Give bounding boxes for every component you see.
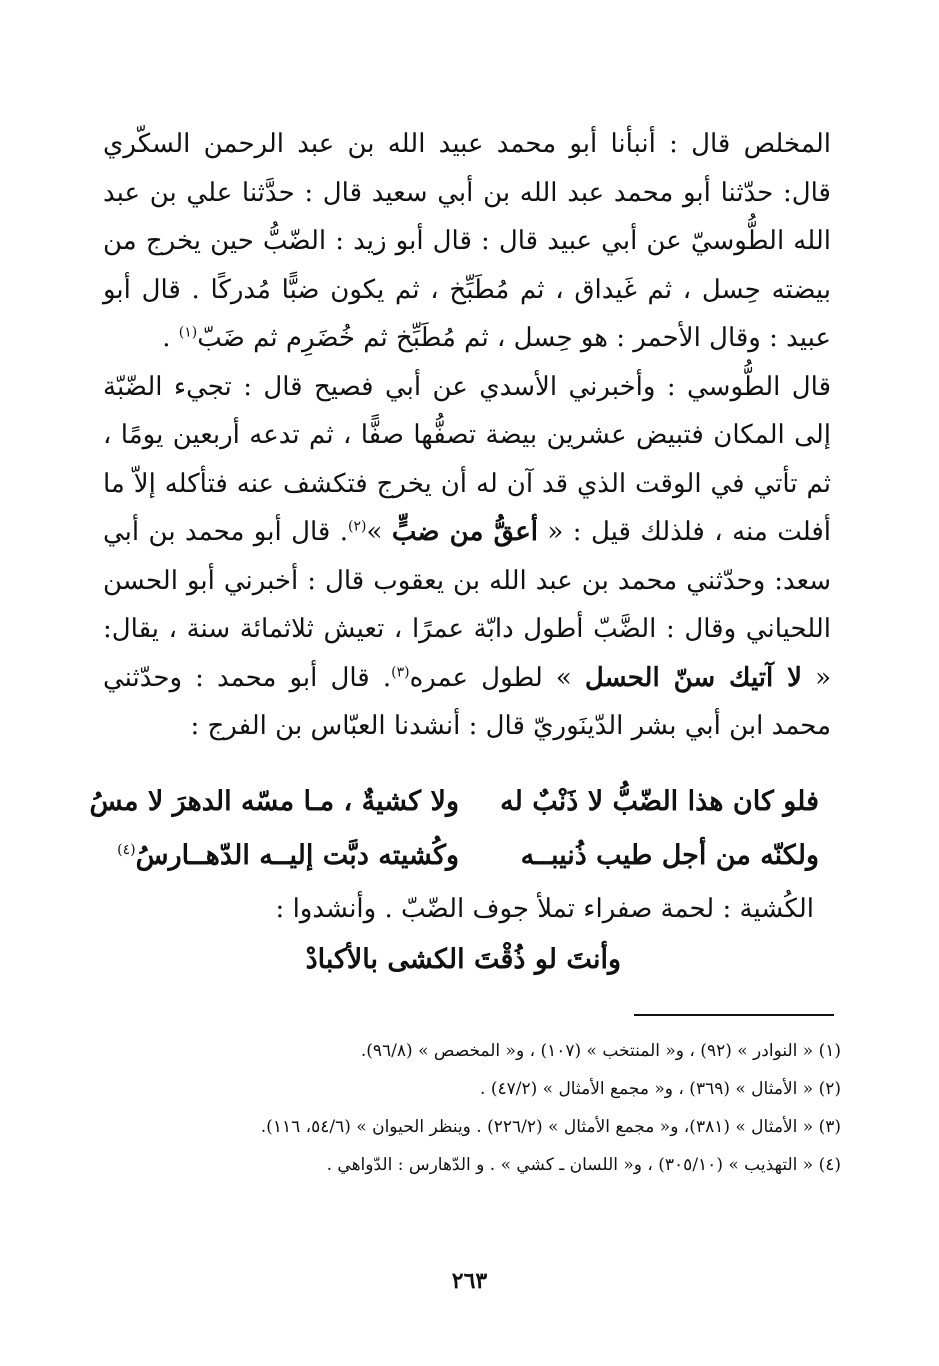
verse-line: [117, 840, 819, 871]
verse-text: وكُشيته دبَّت إليــه الدّهــارسُ: [135, 840, 459, 871]
footnote-ref: (٢): [348, 518, 367, 535]
explanation-line: الكُشية : لحمة صفراء تملأ جوف الضّبّ . وأنشدوا :: [275, 894, 814, 924]
footnote-ref: (٣): [391, 663, 410, 680]
footnote: (٤) « التهذيب » (٣٠٥/١٠) ، و« اللسان ـ كشي » . و الدّهارس : الدّواهي .: [326, 1155, 841, 1175]
footnotes: [101, 1035, 841, 1187]
text-run: .: [162, 323, 179, 353]
text-run: المخلص قال : أنبأنا أبو محمد عبيد الله بن عبد الرحمن السكّري قال: حدّثنا أبو محمد عبد الله بن أبي سعيد قال : حدَّثنا علي بن عبد الله الطُّوسيّ عن أبي عبيد قال : قال أبو زيد : الضّبُّ حين يخرج من بيضته حِسل ، ثم غَيداق ، ثم مُطَبِّخ ، ثم يكون ضبًّا مُدركًا . قال أبو عبيد : وقال الأحمر : هو حِسل ، ثم مُطَبِّخ ثم خُضَرِم ثم ضَبّ: [103, 129, 831, 353]
paragraph: [103, 120, 831, 363]
verse-second-hemistich: ولا كشيةٌ ، مـا مسّه الدهرَ لا مسُ: [89, 786, 459, 817]
verse-first-hemistich: ولكنّه من أجل طيب ذُنيبــه: [520, 840, 819, 871]
verse-second-hemistich: [117, 840, 459, 871]
text-run: » لطول عمره: [409, 662, 585, 693]
text-run: قال الطُّوسي : وأخبرني الأسدي عن أبي فصيح قال : تجيء الضّبّة إلى المكان فتبيض عشرين بيضة تصفُّها صفًّا ، ثم تدعه أربعين يومًا ، ثم تأتي في الوقت الذي قد آن له أن يخرج فتكشف عنه فتأكله إلاّ ما أفلت منه ، فلذلك قيل : «: [103, 371, 831, 547]
text-run: . قال أبو محمد بن أبي سعد: وحدّثني محمد بن عبد الله بن يعقوب قال : أخبرني أبو الحسن اللحياني وقال : الضَّبّ أطول دابّة عمرًا ، تعيش ثلاثمائة سنة ، يقال: «: [103, 517, 831, 693]
verse-first-hemistich: فلو كان هذا الضّبُّ لا ذَنْبٌ له: [500, 786, 819, 817]
footnote: (٣) « الأمثال » (٣٨١)، و« مجمع الأمثال » (٢٢٦/٢) . وينظر الحيوان » (٥٤/٦، ١١٦).: [260, 1117, 841, 1137]
proverb: لا آتيك سنّ الحسل: [584, 662, 802, 693]
footnote: (١) « النوادر » (٩٢) ، و« المنتخب » (١٠٧) ، و« المخصص » (٩٦/٨).: [360, 1041, 841, 1061]
text-run: »: [366, 517, 392, 547]
footnote: (٢) « الأمثال » (٣٦٩) ، و« مجمع الأمثال » (٤٧/٢) .: [480, 1079, 841, 1099]
paragraph: [103, 363, 831, 751]
main-text: [103, 120, 831, 751]
page-number: ٢٦٣: [451, 1268, 488, 1294]
footnote-ref: (٤): [117, 842, 136, 858]
text-run: . قال أبو محمد : وحدّثني محمد ابن أبي بشر الدّينَوريّ قال : أنشدنا العبّاس بن الفرج :: [103, 662, 831, 741]
footnote-ref: (١): [178, 324, 198, 341]
footnote-divider: [634, 1014, 834, 1016]
half-verse: وأنتَ لو ذُقْتَ الكشى بالأكبادْ: [305, 944, 621, 975]
verse-line: [89, 786, 819, 817]
proverb: أعقُّ من ضبٍّ: [391, 517, 539, 547]
